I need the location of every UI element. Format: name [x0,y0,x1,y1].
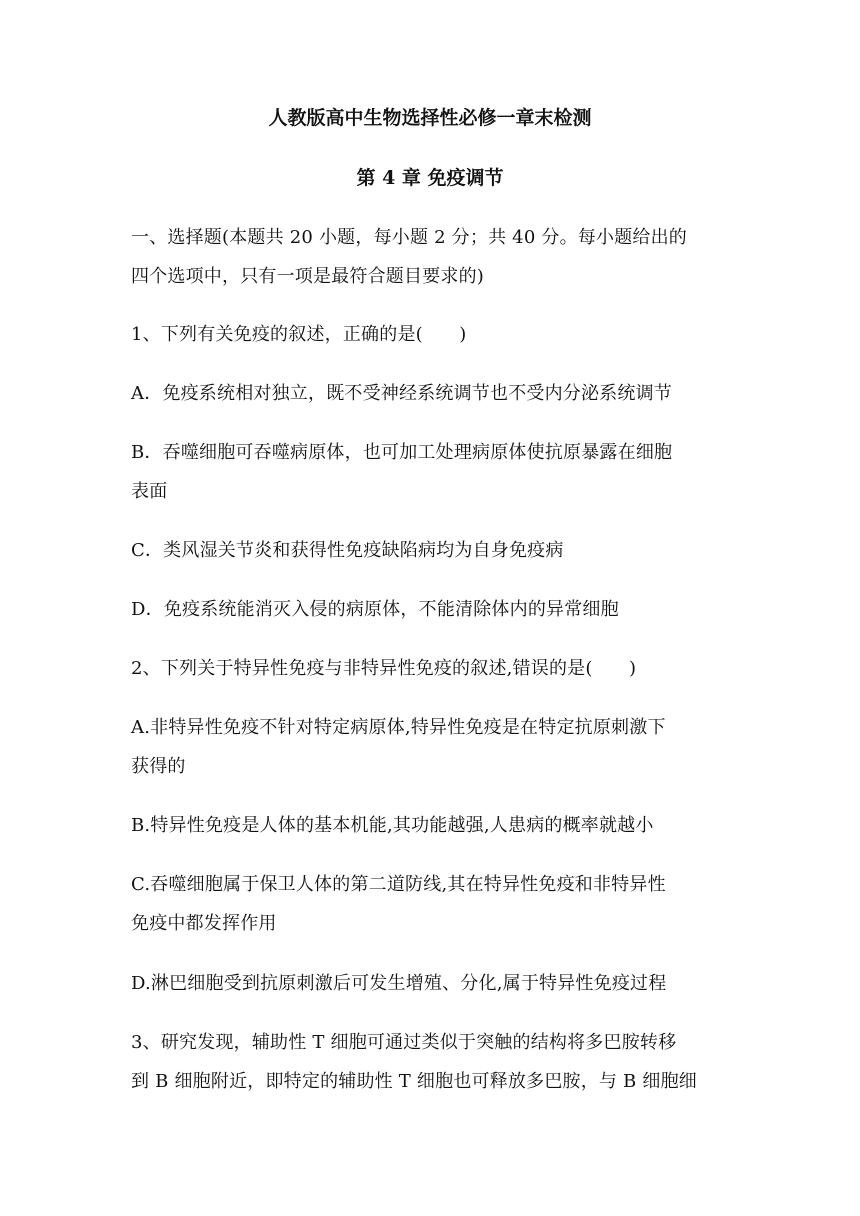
chapter-heading: 第 4 章 免疫调节 [356,167,504,189]
option-d: D．免疫系统能消灭入侵的病原体，不能清除体内的异常细胞 [131,599,619,620]
option-d: D.淋巴细胞受到抗原刺激后可发生增殖、分化,属于特异性免疫过程 [131,973,667,994]
option-a-continued: 获得的 [131,756,186,777]
option-c: C．类风湿关节炎和获得性免疫缺陷病均为自身免疫病 [131,540,564,561]
option-b: B．吞噬细胞可吞噬病原体，也可加工处理病原体使抗原暴露在细胞 [131,442,673,463]
section-heading-line: 四个选项中，只有一项是最符合题目要求的) [131,266,485,287]
document-title: 人教版高中生物选择性必修一章末检测 [268,107,592,129]
question-stem: 3、研究发现，辅助性 T 细胞可通过类似于突触的结构将多巴胺转移 [131,1032,677,1053]
option-b: B.特异性免疫是人体的基本机能,其功能越强,人患病的概率就越小 [131,815,654,836]
option-c: C.吞噬细胞属于保卫人体的第二道防线,其在特异性免疫和非特异性 [131,874,666,895]
question-stem: 1、下列有关免疫的叙述，正确的是( ) [131,324,467,345]
question-stem-continued: 到 B 细胞附近，即特定的辅助性 T 细胞也可释放多巴胺，与 B 细胞细 [131,1071,697,1092]
option-a: A.非特异性免疫不针对特定病原体,特异性免疫是在特定抗原刺激下 [131,717,666,738]
option-b-continued: 表面 [131,481,168,502]
question-stem: 2、下列关于特异性免疫与非特异性免疫的叙述,错误的是( ) [131,658,637,679]
section-heading-line: 一、选择题(本题共 20 小题，每小题 2 分；共 40 分。每小题给出的 [131,227,688,248]
option-a: A．免疫系统相对独立，既不受神经系统调节也不受内分泌系统调节 [131,383,672,404]
option-c-continued: 免疫中都发挥作用 [131,913,277,934]
